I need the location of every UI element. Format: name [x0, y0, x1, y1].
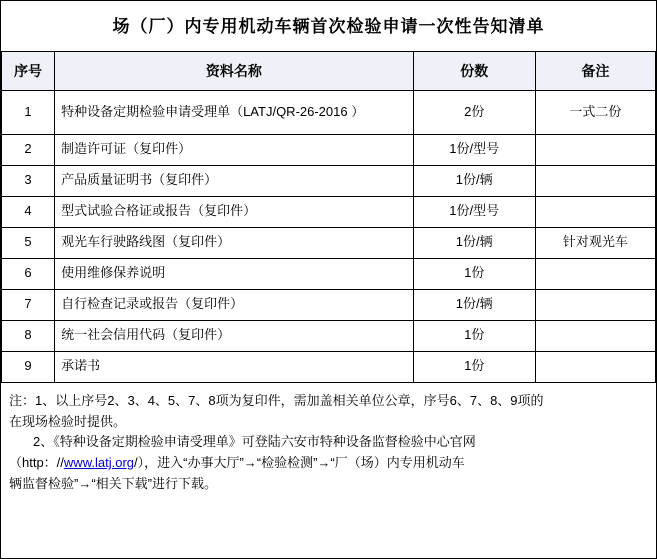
cell-name: 制造许可证（复印件）	[55, 134, 414, 165]
cell-no: 2	[2, 134, 55, 165]
cell-note	[535, 258, 655, 289]
cell-name: 承诺书	[55, 351, 414, 382]
cell-note: 一式二份	[535, 90, 655, 134]
cell-no: 8	[2, 320, 55, 351]
footnote-line-1: 注：1、以上序号2、3、4、5、7、8项为复印件，需加盖相关单位公章，序号6、7、8、9项的	[9, 392, 544, 408]
table-header-row	[2, 51, 656, 90]
column-header-note: 备注	[535, 51, 655, 90]
cell-note: 针对观光车	[535, 227, 655, 258]
cell-count: 1份	[413, 351, 535, 382]
cell-no: 4	[2, 196, 55, 227]
footnote-line-4	[9, 453, 648, 474]
cell-note	[535, 165, 655, 196]
footnote-line-5: 辆监督检验”→“相关下载”进行下载。	[9, 475, 217, 491]
cell-note	[535, 320, 655, 351]
page-title: 场（厂）内专用机动车辆首次检验申请一次性告知清单	[112, 17, 545, 36]
official-website-link[interactable]: www.latj.org	[63, 455, 134, 471]
column-header-name: 资料名称	[55, 51, 414, 90]
cell-name: 型式试验合格证或报告（复印件）	[55, 196, 414, 227]
footnote-line-4-prefix: （http：//	[9, 455, 64, 471]
table-row	[2, 196, 656, 227]
table-header	[2, 51, 656, 90]
cell-no: 6	[2, 258, 55, 289]
table-row	[2, 90, 656, 134]
table-row	[2, 320, 656, 351]
cell-count: 1份	[413, 258, 535, 289]
table-row	[2, 134, 656, 165]
cell-no: 7	[2, 289, 55, 320]
table-body	[2, 90, 656, 382]
cell-name: 统一社会信用代码（复印件）	[55, 320, 414, 351]
cell-note	[535, 134, 655, 165]
cell-no: 3	[2, 165, 55, 196]
column-header-count: 份数	[413, 51, 535, 90]
table-row	[2, 258, 656, 289]
cell-name: 使用维修保养说明	[55, 258, 414, 289]
column-header-no: 序号	[2, 51, 55, 90]
cell-count: 1份/型号	[413, 134, 535, 165]
cell-name: 自行检查记录或报告（复印件）	[55, 289, 414, 320]
cell-no: 5	[2, 227, 55, 258]
cell-count: 1份/辆	[413, 289, 535, 320]
footnote-line-2: 在现场检验时提供。	[9, 413, 127, 429]
footnote-line-3	[9, 432, 648, 453]
cell-no: 1	[2, 90, 55, 134]
table-row	[2, 351, 656, 382]
cell-count: 1份	[413, 320, 535, 351]
cell-count: 1份/型号	[413, 196, 535, 227]
requirements-table	[1, 51, 656, 383]
footnote-line-4-suffix: /），进入“办事大厅”→“检验检测”→“厂（场）内专用机动车	[134, 455, 465, 471]
cell-name: 观光车行驶路线图（复印件）	[55, 227, 414, 258]
cell-note	[535, 289, 655, 320]
table-row	[2, 289, 656, 320]
cell-count: 1份/辆	[413, 165, 535, 196]
cell-count: 2份	[413, 90, 535, 134]
cell-no: 9	[2, 351, 55, 382]
table-row	[2, 227, 656, 258]
footnote-line-3-text: 2、《特种设备定期检验申请受理单》可登陆六安市特种设备监督检验中心官网	[33, 434, 476, 450]
cell-note	[535, 351, 655, 382]
cell-name: 特种设备定期检验申请受理单（LATJ/QR-26-2016 ）	[55, 90, 414, 134]
table-row	[2, 165, 656, 196]
cell-name: 产品质量证明书（复印件）	[55, 165, 414, 196]
cell-note	[535, 196, 655, 227]
cell-count: 1份/辆	[413, 227, 535, 258]
footnotes	[1, 383, 656, 499]
